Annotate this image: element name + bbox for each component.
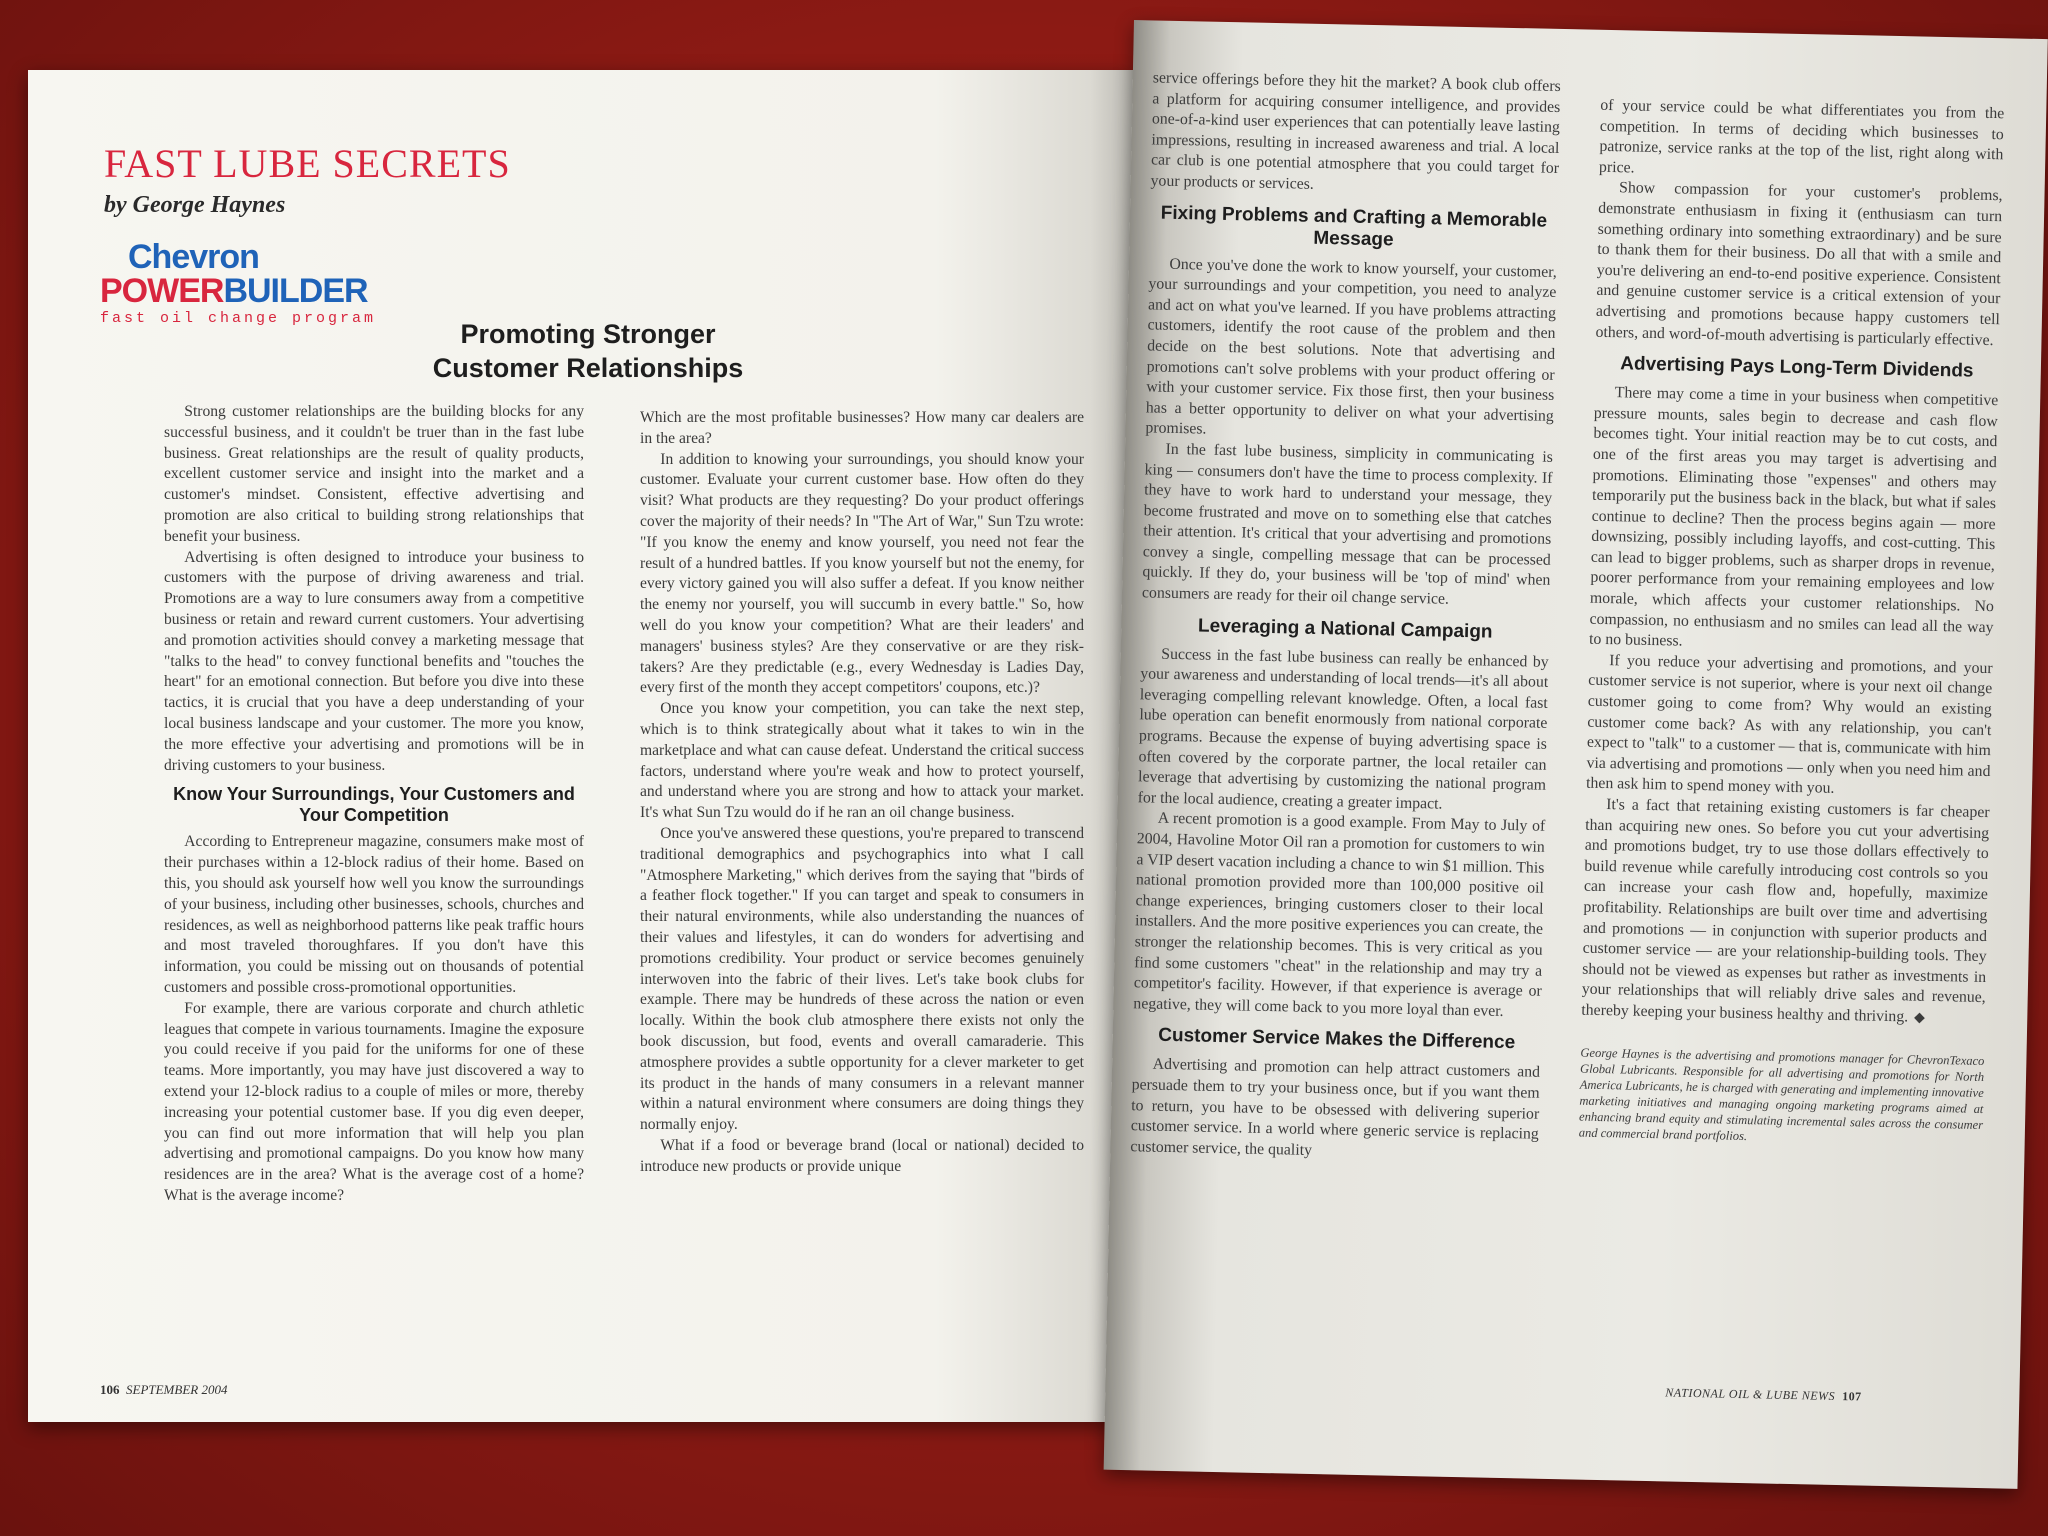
body-paragraph: Strong customer relationships are the building blocks for any successful business, and it couldn't be truer than in the fast lube business. Great relationships are the result of quality products, excellent customer service and insight into the market and a customer's mindset. Consistent, effective advertising and promotion are also critical to building strong relationships that benefit your business.	[164, 403, 584, 545]
body-paragraph: Once you know your competition, you can take the next step, which is to think strategically about what it takes to win in the marketplace and what can cause defeat. Understand the critical success factors, understand where you're weak and how to protect yourself, and understand where you are strong and how to attack your market. It's what Sun Tzu would do if he ran an oil change business.	[640, 700, 1084, 822]
body-paragraph: Advertising and promotion can help attract customers and persuade them to try your business once, but if you want them to return, you have to be obsessed with delivering superior customer service. In a world where generic service is replacing customer service, the quality	[1130, 1055, 1541, 1159]
page-folio-right	[1665, 1385, 1862, 1404]
body-paragraph: Advertising is often designed to introduce your business to customers with the purpose of driving awareness and trial. Promotions are a way to lure consumers away from a competitive business or retain and reward current customers. Your advertising and promotion activities should convey a marketing message that "talks to the head" to convey functional benefits and "touches the heart" for an emotional connection. But before you dive into these tactics, it is crucial that you have a deep understanding of your local business landscape and your customer. The more you know, the more effective your advertising and promotions will be in driving customers to your business.	[164, 548, 584, 774]
body-paragraph: If you reduce your advertising and promotions, and your customer service is not superior, where is your next oil change customer going to come from? Why would an existing customer come back? As with any relationship, you can't expect to "talk" to a customer — that is, communicate with him via advertising and promotions — only when you need him and then ask him to spend money with you.	[1585, 651, 1993, 798]
logo-builder-text: BUILDER	[223, 272, 368, 310]
page-number: 106	[100, 1382, 120, 1397]
article-column-3	[1130, 68, 1561, 1166]
right-page	[1104, 20, 2048, 1489]
body-paragraph: It's a fact that retaining existing customers is far cheaper than acquiring new ones. So before you cut your advertising and promotions budget, try to use those dollars effectively to build revenue while carefully introducing cost controls so you can increase your cash flow and, hopefully, maximize profitability. Relationships are built over time and advertising and promotions — in conjunction with superior products and customer service — are your relationship-building tools. They should not be viewed as expenses but rather as investments in your relationships that will reliably drive sales and revenue, thereby keeping your business healthy and thriving. ◆	[1581, 796, 1990, 1026]
section-subheading: Fixing Problems and Crafting a Memorable Message	[1160, 202, 1548, 251]
end-of-article-mark: ◆	[1913, 1010, 1926, 1026]
page-folio-left	[100, 1382, 227, 1398]
section-title: FAST LUBE SECRETS	[104, 141, 511, 186]
publication-name: NATIONAL OIL & LUBE NEWS	[1665, 1385, 1836, 1403]
logo-powerbuilder-text	[100, 274, 376, 308]
page-number: 107	[1842, 1389, 1862, 1404]
article-column-4	[1579, 96, 2005, 1149]
headline-line: Promoting Stronger	[460, 319, 716, 349]
section-subheading: Know Your Surroundings, Your Customers and Your Competition	[173, 784, 575, 826]
byline: by George Haynes	[104, 192, 286, 218]
article-column-1	[164, 402, 584, 1207]
body-paragraph: According to Entrepreneur magazine, consumers make most of their purchases within a 12-block radius of their home. Based on this, you should ask yourself how well you know the surroundings of your business, including other businesses, schools, churches and residences, as well as neighborhood patterns like peak traffic hours and most traveled thoroughfares. If you don't have this information, you could be missing out on thousands of potential customers and possible cross-promotional opportunities.	[164, 833, 584, 996]
body-paragraph: For example, there are various corporate and church athletic leagues that compete in various tournaments. Imagine the exposure you could receive if you paid for the uniforms for one of these teams. More importantly, you may have just discovered a way to extend your 12-block radius to a couple of miles or more, thereby increasing your potential customer base. If you dig even deeper, you can find out more information that will help you plan advertising and promotional campaigns. Do you know how many residences are in the area? What is the average cost of a home? What is the average income?	[164, 999, 584, 1204]
body-paragraph: In the fast lube business, simplicity in communicating is king — consumers don't have the time to process complexity. If they have to work hard to understand your message, they become frustrated and move on to something else that catches their attention. It's critical that your advertising and promotions convey a single, compelling message that can be processed quickly. If they do, your business will be 'top of mind' when consumers are ready for their oil change service.	[1141, 440, 1554, 608]
left-page	[28, 70, 1134, 1422]
body-paragraph: Which are the most profitable businesses? How many car dealers are in the area?	[640, 409, 1084, 447]
logo-power-text: POWER	[100, 272, 224, 310]
body-paragraph: Show compassion for your customer's problems, demonstrate enthusiasm in fixing it (enthusiasm can turn something ordinary into something extraordinary) and be sure to thank them for their business. Do all that with a smile and you're delivering an end-to-end positive experience. Consistent and genuine customer service is a critical extension of your advertising and promotions because happy customers tell others, and word-of-mouth advertising is particularly effective.	[1595, 179, 2003, 349]
article-headline	[328, 318, 848, 386]
body-paragraph: What if a food or beverage brand (local or national) decided to introduce new products or provide unique	[640, 1136, 1084, 1175]
body-paragraph: There may come a time in your business when competitive pressure mounts, sales begin to decrease and cash flow becomes tight. Your initial reaction may be to cut costs, and one of the first areas you may target is advertising and promotions. Eliminating those "expenses" and others may temporarily put the business back in the black, but what if sales continue to decline? Then the process begins again — more downsizing, possibly including layoffs, and cost-cutting. This can lead to bigger problems, such as sharper drops in revenue, poorer performance from your remaining employees and low morale, which affects your customer relationships. No compassion, no enthusiasm and no smiles can lead all the way to no business.	[1588, 384, 1999, 650]
chevron-powerbuilder-logo	[100, 240, 376, 327]
body-paragraph: service offerings before they hit the market? A book club offers a platform for acquiring consumer intelligence, and provides one-of-a-kind user experiences that can potentially leave lasting impressions, resulting in increased awareness and trial. A local car club is one potential atmosphere that you could target for your products or services.	[1150, 69, 1561, 193]
issue-date: SEPTEMBER 2004	[126, 1382, 228, 1397]
body-paragraph: Once you've done the work to know yourself, your customer, your surroundings and your competition, you need to analyze and act on what you've learned. If you have problems attracting customers, identify the root cause of the problem and then decide on the best solutions. Note that advertising and promotions can't solve problems with your product offering or with your customer service. Fix those first, then your business has a better opportunity to deliver on what your advertising promises.	[1145, 255, 1557, 438]
section-subheading: Advertising Pays Long-Term Dividends	[1620, 353, 1974, 382]
body-paragraph: of your service could be what differentiates you from the competition. In terms of deciding which businesses to patronize, service ranks at the top of the list, right along with price.	[1598, 96, 2005, 177]
logo-tagline: fast oil change program	[100, 310, 377, 327]
author-bio: George Haynes is the advertising and promotions manager for ChevronTexaco Global Lubricants. Responsible for all advertising and promotions for North America Lubricants, he is charged with generating and implementing innovative marketing initiatives and managing ongoing marketing programs aimed at enhancing brand equity and stimulating incremental sales across the consumer and commercial brand portfolios.	[1578, 1045, 1985, 1143]
logo-chevron-text: Chevron	[128, 238, 259, 276]
headline-line: Customer Relationships	[432, 352, 744, 383]
body-paragraph: In addition to knowing your surroundings, you should know your customer. Evaluate your current customer base. How often do they visit? What products are they requesting? Do your product offerings cover the majority of their needs? In "The Art of War," Sun Tzu wrote: "If you know the enemy and know yourself, you need not fear the result of a hundred battles. If you know yourself but not the enemy, for every victory gained you will also suffer a defeat. If you know neither the enemy nor yourself, you will succumb in every battle." So, how well do you know your competition? What are their leaders' and managers' business styles? Are they conservative or are they risk-takers? Are they predictable (e.g., every Wednesday is Ladies Day, every first of the month they accept competitors' coupons, etc.)?	[640, 450, 1084, 697]
body-paragraph: A recent promotion is a good example. From May to July of 2004, Havoline Motor Oil ran a promotion for customers to win a VIP desert vacation including a chance to win $1 million. This national promotion provided more than 100,000 positive oil change experiences, bringing customers closer to their local installers. And the more positive experiences you can create, the stronger the relationship becomes. This is very critical as you find some customers "cheat" in the relationship and may try a competitor's facility. However, if that experience is average or negative, they will come back to you more loyal than ever.	[1133, 810, 1546, 1020]
article-column-2	[640, 408, 1084, 1177]
body-paragraph: Once you've answered these questions, you're prepared to transcend traditional demographics and psychographics into what I call "Atmosphere Marketing," which derives from the saying that "birds of a feather flock together." If you can target and speak to consumers in their natural environments, while also understanding the nuances of their values and lifestyles, it can do wonders for advertising and promotions credibility. Your product or service becomes genuinely interwoven into the fabric of their lives. Let's take book clubs for example. There may be hundreds of these across the nation or even locally. Within the book club atmosphere there exists not only the book discussion, but food, events and overall camaraderie. This atmosphere provides a subtle opportunity for a clever marketer to get its product in the hands of many consumers in a relevant manner within a natural environment where consumers are doing things they normally enjoy.	[640, 824, 1084, 1134]
section-subheading: Customer Service Makes the Difference	[1158, 1025, 1516, 1054]
body-paragraph: Success in the fast lube business can really be enhanced by your awareness and understanding of local trends—it's all about leveraging compelling relevant knowledge. Often, a local fast lube operation can benefit enormously from national corporate programs. Because the expense of buying advertising space is often covered by the corporate partner, the local retailer can leverage that advertising by customizing the national program for the local audience, creating a greater impact.	[1137, 645, 1549, 813]
section-subheading: Leveraging a National Campaign	[1197, 615, 1493, 643]
